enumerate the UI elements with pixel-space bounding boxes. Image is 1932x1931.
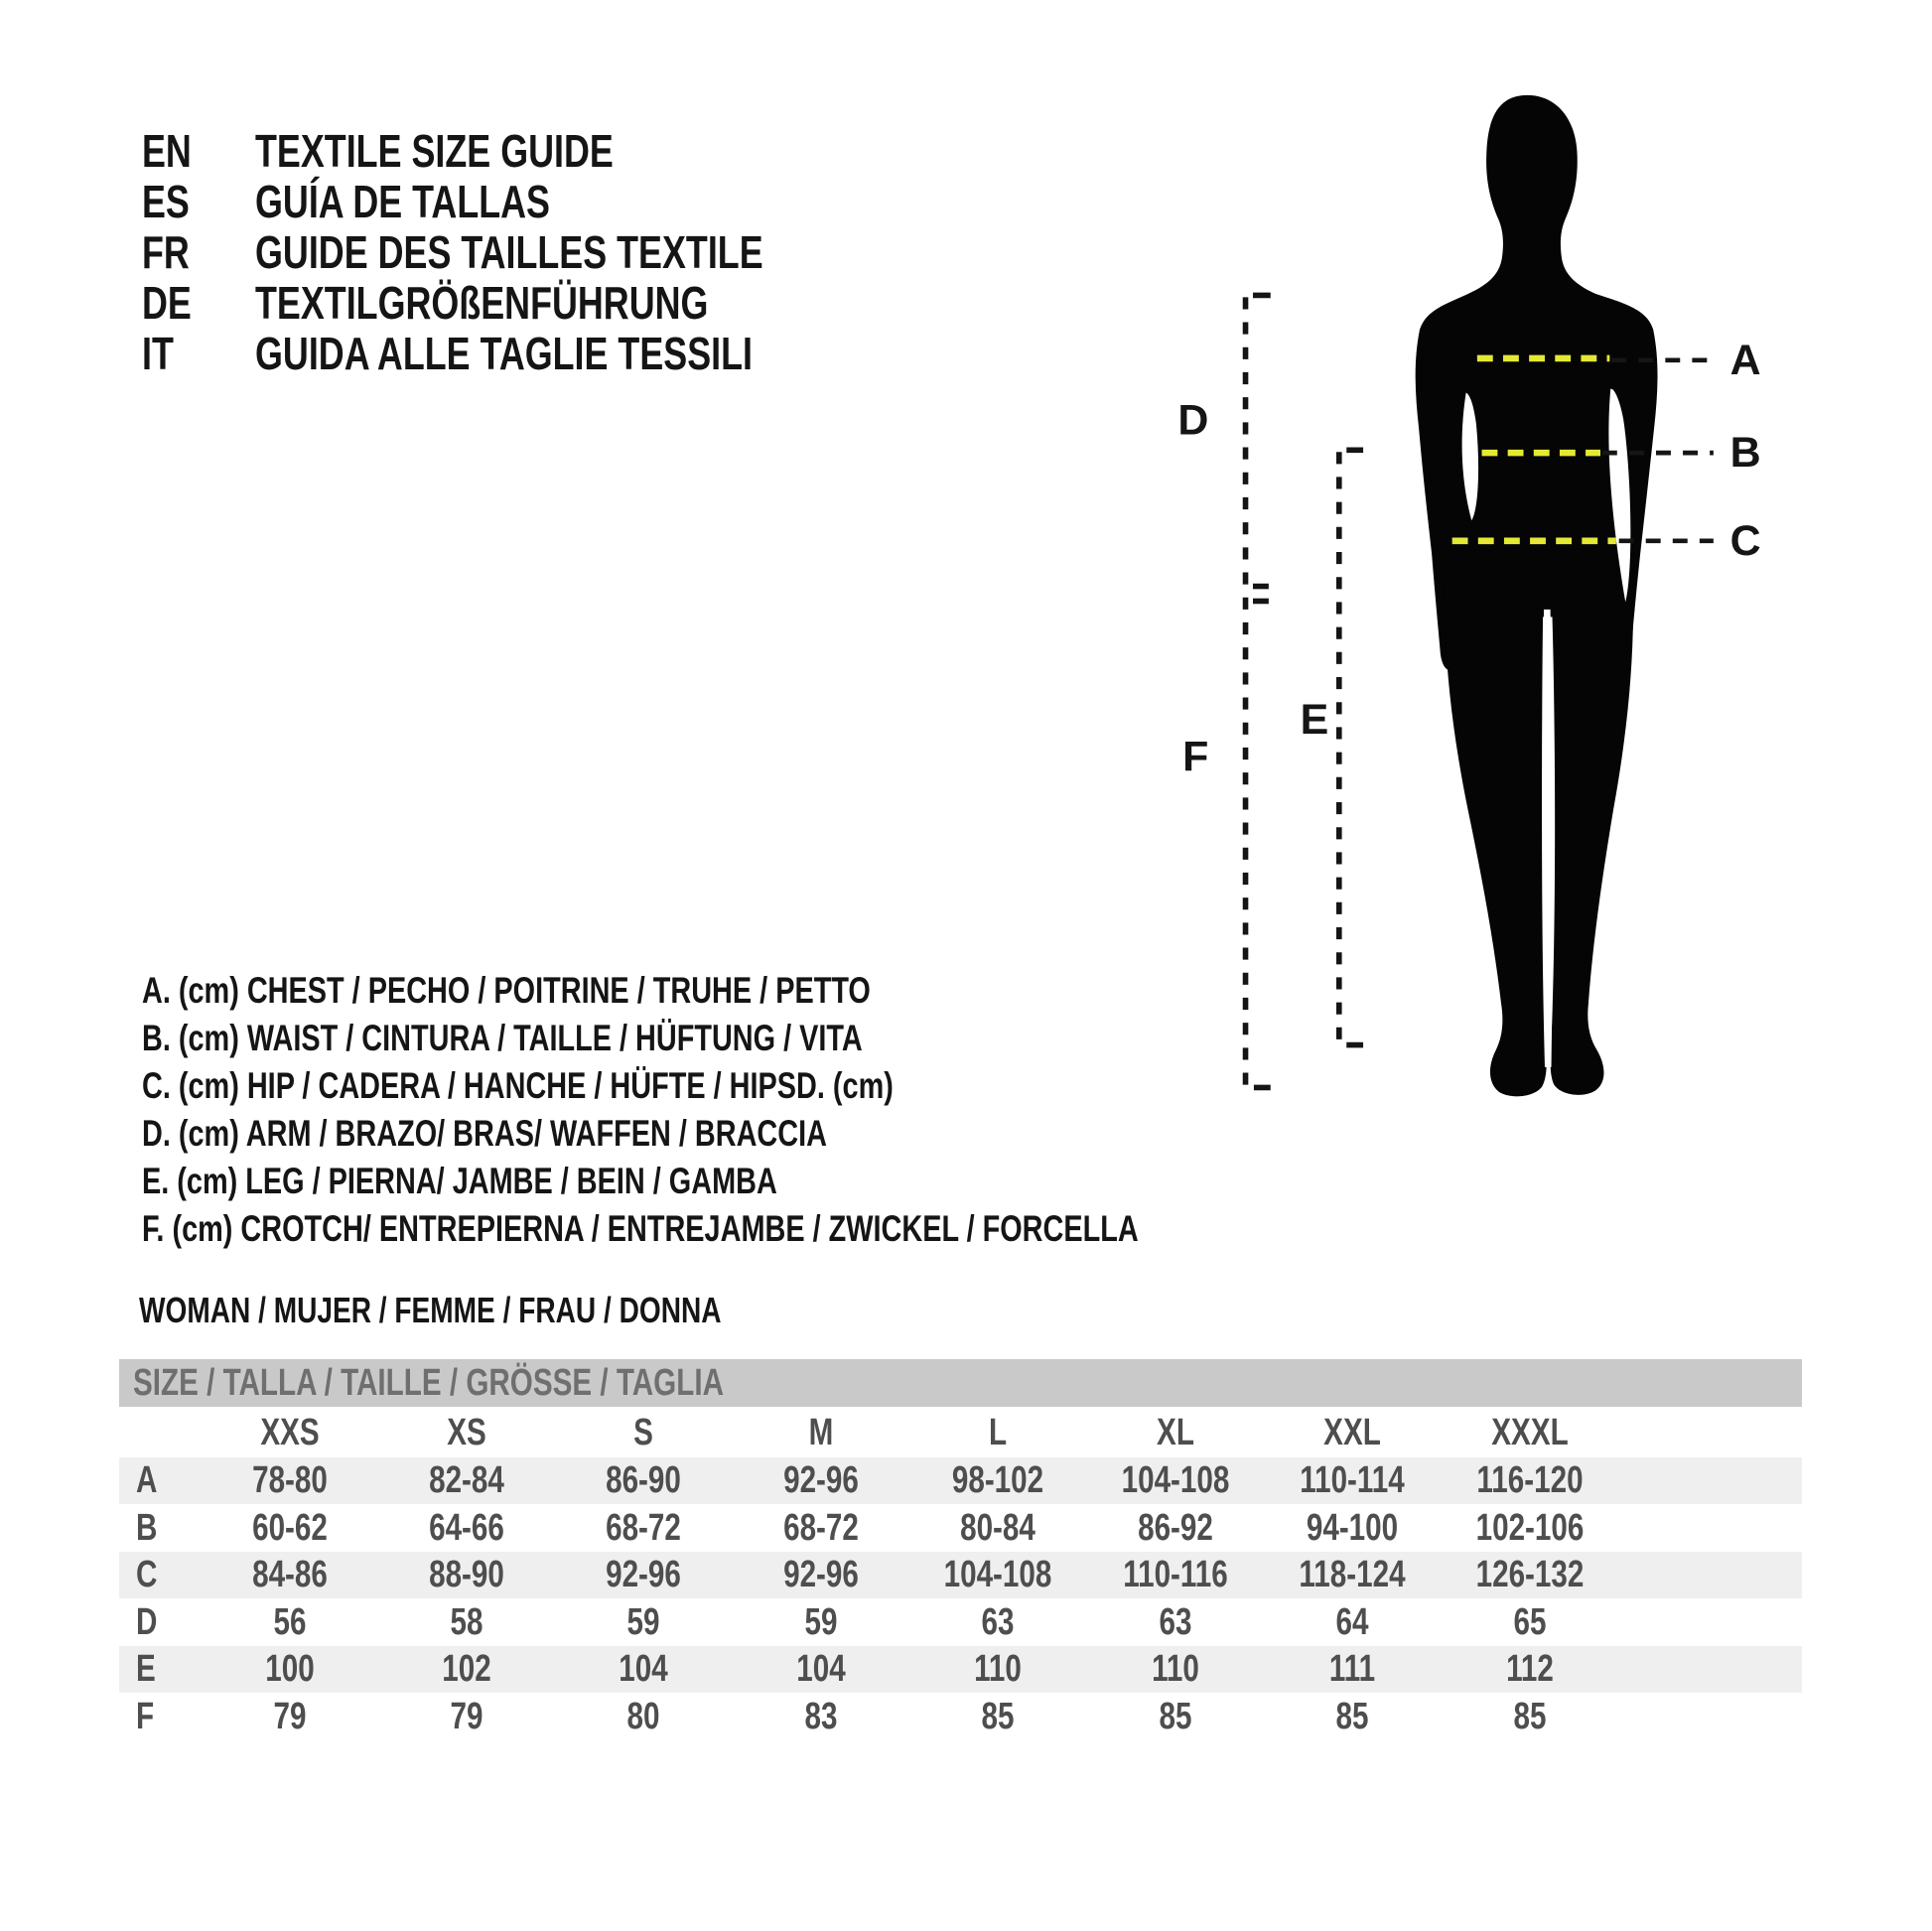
row-label: A <box>136 1459 158 1501</box>
cell: 88-90 <box>429 1554 504 1595</box>
language-code: FR <box>142 226 190 278</box>
cell: 118-124 <box>1299 1554 1406 1595</box>
cell: 86-92 <box>1138 1507 1213 1549</box>
cell: 64 <box>1335 1601 1369 1643</box>
cell: 98-102 <box>951 1459 1044 1501</box>
cell: 65 <box>1513 1601 1547 1643</box>
marker-label-f: F <box>1182 733 1209 781</box>
cell: 82-84 <box>429 1459 504 1501</box>
table-row-a <box>119 1457 1802 1504</box>
cell: 104-108 <box>943 1554 1052 1595</box>
cell: 110 <box>974 1648 1022 1690</box>
cell: 112 <box>1506 1648 1554 1690</box>
legend-item-chest: A. (cm) CHEST / PECHO / POITRINE / TRUHE / PETTO <box>142 970 871 1011</box>
language-code: EN <box>142 125 192 177</box>
column-header-xxl: XXL <box>1323 1412 1381 1453</box>
table-row-f <box>119 1693 1802 1740</box>
cell: 80-84 <box>960 1507 1035 1549</box>
marker-label-d: D <box>1177 396 1209 445</box>
language-row-de <box>142 279 1035 327</box>
cell: 110-114 <box>1300 1459 1405 1501</box>
size-table-header-row <box>119 1409 1802 1456</box>
column-header-l: L <box>988 1412 1008 1453</box>
cell: 56 <box>273 1601 307 1643</box>
column-header-xs: XS <box>447 1412 486 1453</box>
cell: 85 <box>1159 1696 1192 1737</box>
legend-item-hip: C. (cm) HIP / CADERA / HANCHE / HÜFTE / HIPSD. (cm) <box>142 1065 894 1106</box>
cell: 111 <box>1328 1648 1376 1690</box>
language-code: DE <box>142 277 192 329</box>
language-title: GUIDE DES TAILLES TEXTILE <box>255 226 763 278</box>
cell: 110-116 <box>1123 1554 1228 1595</box>
language-title: GUÍA DE TALLAS <box>255 176 550 227</box>
table-row-b <box>119 1504 1802 1552</box>
row-label: B <box>136 1507 158 1549</box>
row-label: C <box>136 1554 158 1595</box>
language-row-it <box>142 330 1035 377</box>
cell: 110 <box>1152 1648 1199 1690</box>
woman-right-leg <box>1551 561 1633 1095</box>
cell: 104 <box>619 1648 668 1690</box>
column-header-m: M <box>808 1412 834 1453</box>
size-table-banner: SIZE / TALLA / TAILLE / GRÖSSE / TAGLIA <box>119 1359 1802 1407</box>
cell: 79 <box>450 1696 483 1737</box>
table-row-c <box>119 1552 1802 1598</box>
row-label: D <box>136 1601 158 1643</box>
language-row-en <box>142 127 1035 175</box>
language-title: GUIDA ALLE TAGLIE TESSILI <box>255 328 753 379</box>
cell: 63 <box>981 1601 1015 1643</box>
cell: 92-96 <box>783 1459 859 1501</box>
cell: 92-96 <box>783 1554 859 1595</box>
language-code: IT <box>142 328 174 379</box>
cell: 104-108 <box>1121 1459 1230 1501</box>
cell: 85 <box>1513 1696 1547 1737</box>
table-row-e <box>119 1646 1802 1693</box>
column-header-xxs: XXS <box>260 1412 320 1453</box>
row-label: E <box>136 1648 156 1690</box>
cell: 59 <box>626 1601 660 1643</box>
cell: 83 <box>804 1696 838 1737</box>
cell: 116-120 <box>1476 1459 1584 1501</box>
cell: 100 <box>265 1648 315 1690</box>
cell: 94-100 <box>1306 1507 1399 1549</box>
leg-gap <box>1542 610 1552 1067</box>
cell: 85 <box>1335 1696 1369 1737</box>
cell: 104 <box>796 1648 846 1690</box>
cell: 60-62 <box>252 1507 328 1549</box>
legend-item-waist: B. (cm) WAIST / CINTURA / TAILLE / HÜFTUNG / VITA <box>142 1018 863 1058</box>
cell: 59 <box>804 1601 838 1643</box>
cell: 86-90 <box>606 1459 681 1501</box>
cell: 79 <box>273 1696 307 1737</box>
legend-item-leg: E. (cm) LEG / PIERNA/ JAMBE / BEIN / GAMBA <box>142 1161 777 1201</box>
language-title: TEXTILE SIZE GUIDE <box>255 125 614 177</box>
cell: 102-106 <box>1475 1507 1585 1549</box>
column-header-xl: XL <box>1157 1412 1194 1453</box>
cell: 126-132 <box>1475 1554 1585 1595</box>
marker-label-b: B <box>1729 429 1761 478</box>
cell: 84-86 <box>252 1554 328 1595</box>
column-header-xxxl: XXXL <box>1491 1412 1569 1453</box>
marker-label-c: C <box>1729 516 1761 565</box>
cell: 64-66 <box>429 1507 504 1549</box>
cell: 85 <box>981 1696 1015 1737</box>
row-label: F <box>136 1696 155 1737</box>
table-row-d <box>119 1598 1802 1646</box>
language-row-fr <box>142 228 1035 276</box>
cell: 68-72 <box>606 1507 681 1549</box>
marker-label-a: A <box>1729 336 1761 384</box>
marker-label-e: E <box>1300 695 1329 744</box>
cell: 58 <box>450 1601 483 1643</box>
cell: 78-80 <box>252 1459 328 1501</box>
cell: 63 <box>1159 1601 1192 1643</box>
cell: 102 <box>442 1648 491 1690</box>
language-row-es <box>142 178 1035 225</box>
column-header-s: S <box>633 1412 653 1453</box>
legend-item-crotch: F. (cm) CROTCH/ ENTREPIERNA / ENTREJAMBE / ZWICKEL / FORCELLA <box>142 1208 1139 1249</box>
cell: 80 <box>626 1696 660 1737</box>
legend-item-arm: D. (cm) ARM / BRAZO/ BRAS/ WAFFEN / BRACCIA <box>142 1113 827 1154</box>
cell: 68-72 <box>783 1507 859 1549</box>
woman-left-leg <box>1445 561 1547 1096</box>
cell: 92-96 <box>606 1554 681 1595</box>
language-code: ES <box>142 176 190 227</box>
section-title-woman: WOMAN / MUJER / FEMME / FRAU / DONNA <box>139 1290 722 1330</box>
language-title: TEXTILGRÖßENFÜHRUNG <box>255 277 709 329</box>
